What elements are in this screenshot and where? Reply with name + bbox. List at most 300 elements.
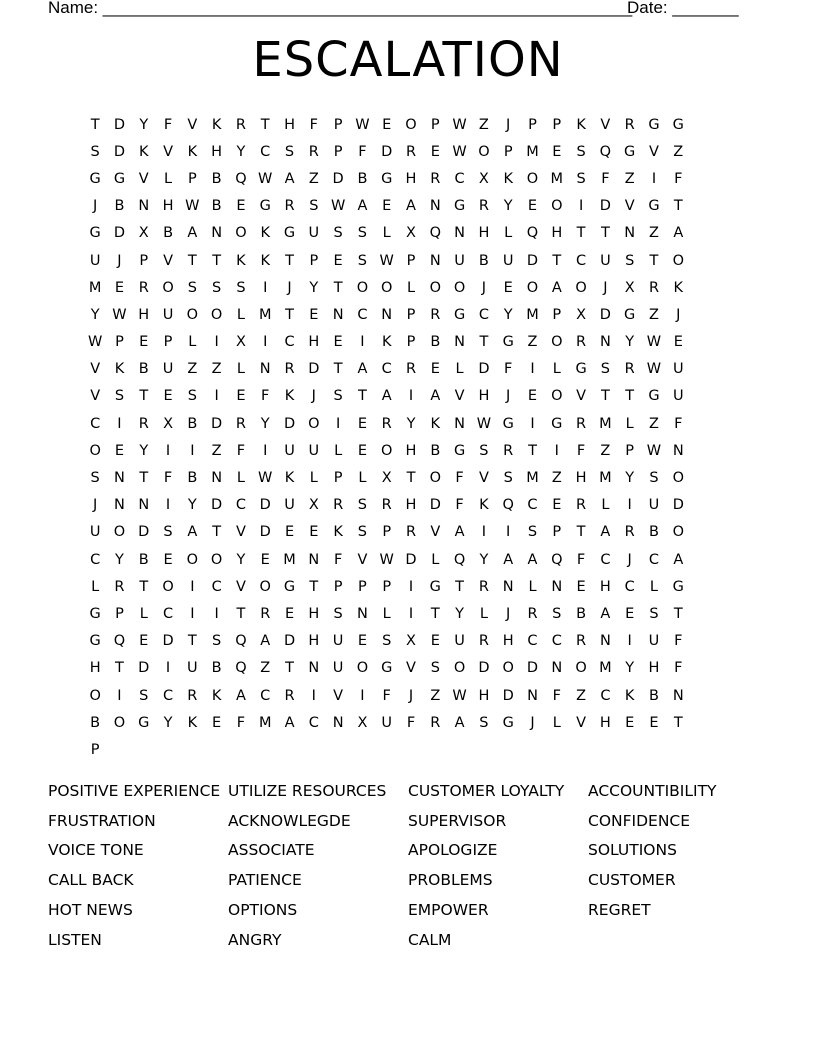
grid-letter: E <box>284 605 295 622</box>
grid-letter: T <box>528 442 537 459</box>
grid-letter: K <box>673 279 684 296</box>
grid-letter: F <box>406 714 416 731</box>
grid-letter: Y <box>260 415 270 432</box>
word-list-item: LISTEN <box>48 930 102 949</box>
grid-letter: H <box>138 306 150 323</box>
grid-letter: R <box>478 198 489 215</box>
grid-letter: L <box>601 497 610 514</box>
grid-letter: R <box>235 116 246 133</box>
grid-letter: R <box>527 605 538 622</box>
grid-letter: E <box>163 551 173 568</box>
grid-letter: Y <box>479 551 489 568</box>
grid-letter: R <box>478 578 489 595</box>
grid-letter: W <box>258 470 273 487</box>
grid-letter: H <box>502 633 514 650</box>
grid-letter: U <box>332 633 344 650</box>
grid-letter: S <box>333 225 343 242</box>
grid-letter: X <box>576 306 587 323</box>
grid-letter: O <box>405 116 417 133</box>
grid-letter: P <box>115 334 124 351</box>
grid-letter: E <box>357 415 367 432</box>
grid-letter: A <box>381 388 392 405</box>
grid-letter: G <box>113 170 126 187</box>
grid-letter: O <box>551 334 563 351</box>
grid-letter: W <box>646 334 662 351</box>
grid-letter: W <box>476 415 492 432</box>
grid-letter: T <box>260 116 270 133</box>
grid-letter: C <box>600 687 611 704</box>
grid-letter: I <box>190 578 195 595</box>
grid-letter: Q <box>551 551 563 568</box>
grid-letter: L <box>139 605 148 622</box>
grid-letter: E <box>212 714 222 731</box>
grid-letter: W <box>379 252 394 269</box>
grid-letter: S <box>600 361 610 378</box>
grid-letter: B <box>211 198 222 215</box>
grid-letter: L <box>552 361 561 378</box>
grid-letter: W <box>452 116 467 133</box>
grid-letter: H <box>405 442 417 459</box>
grid-letter: M <box>599 415 612 432</box>
grid-letter: A <box>357 198 368 215</box>
grid-letter: E <box>382 116 392 133</box>
grid-letter: V <box>163 143 173 160</box>
grid-letter: I <box>578 198 584 215</box>
grid-letter: J <box>676 306 681 323</box>
grid-letter: N <box>624 225 636 242</box>
grid-letter: E <box>625 605 635 622</box>
grid-letter: R <box>503 442 514 459</box>
grid-letter: O <box>381 442 393 459</box>
grid-letter: S <box>284 143 295 160</box>
grid-letter: D <box>308 361 320 378</box>
grid-letter: X <box>163 415 173 432</box>
grid-letter: H <box>308 334 320 351</box>
grid-letter: Q <box>429 225 442 242</box>
grid-letter: P <box>358 578 367 595</box>
grid-letter: D <box>113 116 126 133</box>
grid-letter: D <box>478 660 490 677</box>
grid-letter: I <box>165 497 171 514</box>
grid-letter: J <box>530 714 535 731</box>
grid-letter: V <box>163 252 173 269</box>
grid-letter: F <box>455 497 464 514</box>
grid-letter: I <box>117 687 122 704</box>
grid-letter: G <box>429 578 441 595</box>
grid-letter: H <box>551 225 563 242</box>
grid-letter: P <box>430 116 440 133</box>
grid-letter: G <box>283 578 296 595</box>
grid-letter: H <box>648 660 660 677</box>
grid-letter: D <box>381 143 393 160</box>
grid-letter: Y <box>503 198 513 215</box>
word-list-item: SOLUTIONS <box>588 841 677 860</box>
grid-letter: S <box>163 524 173 541</box>
grid-letter: Y <box>503 306 513 323</box>
grid-letter: G <box>648 116 660 133</box>
grid-letter: N <box>454 225 466 242</box>
grid-letter: G <box>624 306 636 323</box>
grid-letter: T <box>187 252 197 269</box>
grid-letter: C <box>454 170 465 187</box>
grid-letter: K <box>503 170 513 187</box>
grid-letter: G <box>89 605 101 622</box>
grid-letter: O <box>429 470 442 487</box>
word-list-item: ASSOCIATE <box>228 841 315 860</box>
grid-letter: P <box>309 252 319 269</box>
grid-letter: H <box>478 687 490 704</box>
grid-letter: N <box>429 198 441 215</box>
grid-letter: D <box>259 524 271 541</box>
grid-letter: S <box>649 470 659 487</box>
grid-letter: G <box>648 388 660 405</box>
grid-letter: N <box>114 470 125 487</box>
grid-letter: L <box>528 578 537 595</box>
grid-letter: U <box>284 497 295 514</box>
word-list-item: CONFIDENCE <box>588 811 691 830</box>
grid-letter: I <box>360 334 365 351</box>
grid-letter: M <box>526 306 539 323</box>
grid-letter: K <box>333 524 343 541</box>
grid-letter: B <box>649 687 659 704</box>
grid-letter: R <box>624 524 635 541</box>
grid-letter: V <box>406 660 416 677</box>
grid-letter: S <box>187 279 197 296</box>
grid-letter: I <box>165 660 171 677</box>
page-title: ESCALATION <box>252 32 564 88</box>
grid-letter: T <box>625 388 635 405</box>
grid-letter: Z <box>551 470 562 487</box>
grid-letter: T <box>649 252 659 269</box>
grid-letter: R <box>187 687 198 704</box>
grid-letter: O <box>526 170 539 187</box>
grid-letter: P <box>552 306 562 323</box>
grid-letter: A <box>235 687 246 704</box>
grid-letter: E <box>357 442 367 459</box>
grid-letter: E <box>430 143 440 160</box>
grid-letter: M <box>526 470 539 487</box>
grid-letter: Y <box>625 660 635 677</box>
grid-letter: Q <box>453 551 466 568</box>
grid-letter: E <box>139 633 149 650</box>
grid-letter: A <box>284 170 295 187</box>
grid-letter: J <box>506 605 511 622</box>
grid-letter: X <box>308 497 319 514</box>
grid-letter: E <box>114 442 125 459</box>
grid-letter: L <box>649 578 659 595</box>
grid-letter: Z <box>649 225 659 242</box>
grid-letter: E <box>649 714 659 731</box>
grid-letter: U <box>308 225 320 242</box>
grid-letter: G <box>381 170 393 187</box>
grid-letter: E <box>552 143 562 160</box>
grid-letter: I <box>627 497 632 514</box>
grid-letter: F <box>674 633 683 650</box>
grid-letter: H <box>599 578 611 595</box>
grid-letter: S <box>479 714 489 731</box>
grid-letter: C <box>162 687 174 704</box>
grid-letter: G <box>381 660 393 677</box>
word-list-item: CUSTOMER <box>588 871 676 890</box>
grid-letter: R <box>284 687 295 704</box>
grid-letter: R <box>430 306 441 323</box>
grid-letter: A <box>600 524 611 541</box>
grid-letter: G <box>453 198 466 215</box>
grid-letter: P <box>139 252 149 269</box>
grid-letter: H <box>405 170 417 187</box>
grid-letter: N <box>211 225 223 242</box>
word-list-item: CALL BACK <box>48 871 134 890</box>
word-list-item: APOLOGIZE <box>408 841 498 860</box>
grid-letter: S <box>625 252 635 269</box>
grid-letter: J <box>408 687 414 704</box>
grid-letter: U <box>502 252 514 269</box>
grid-letter: C <box>235 497 246 514</box>
grid-letter: P <box>625 442 635 459</box>
grid-letter: P <box>333 143 343 160</box>
grid-letter: E <box>527 388 538 405</box>
grid-letter: O <box>89 442 101 459</box>
grid-letter: V <box>478 470 489 487</box>
grid-letter: Y <box>139 116 149 133</box>
grid-letter: M <box>258 714 272 731</box>
letter-grid <box>83 111 690 764</box>
grid-letter: V <box>187 116 198 133</box>
grid-letter: T <box>600 225 610 242</box>
grid-letter: Q <box>502 497 514 514</box>
grid-letter: R <box>430 714 441 731</box>
grid-letter: T <box>309 578 319 595</box>
grid-letter: N <box>138 198 150 215</box>
grid-letter: Q <box>235 170 247 187</box>
grid-letter: L <box>358 470 367 487</box>
grid-letter: S <box>187 388 197 405</box>
grid-letter: C <box>478 306 489 323</box>
grid-letter: A <box>187 524 198 541</box>
grid-letter: W <box>330 198 346 215</box>
grid-letter: U <box>454 633 465 650</box>
grid-letter: G <box>502 714 514 731</box>
grid-letter: P <box>382 524 392 541</box>
grid-letter: R <box>576 633 587 650</box>
grid-letter: R <box>648 279 660 296</box>
grid-letter: S <box>212 279 222 296</box>
grid-letter: O <box>672 524 684 541</box>
grid-letter: K <box>624 687 635 704</box>
grid-letter: L <box>91 578 100 595</box>
grid-letter: F <box>674 415 683 432</box>
grid-letter: G <box>648 198 660 215</box>
grid-letter: L <box>334 442 343 459</box>
grid-letter: S <box>503 470 513 487</box>
grid-letter: G <box>672 578 684 595</box>
grid-letter: W <box>112 306 127 323</box>
grid-letter: P <box>163 334 173 351</box>
grid-letter: X <box>357 714 368 731</box>
grid-letter: K <box>114 361 125 378</box>
grid-letter: V <box>235 524 246 541</box>
grid-letter: Y <box>163 714 173 731</box>
grid-letter: I <box>360 687 365 704</box>
word-list-item: SUPERVISOR <box>408 811 507 830</box>
grid-letter: F <box>382 687 391 704</box>
grid-letter: G <box>575 361 587 378</box>
grid-letter: H <box>599 714 611 731</box>
grid-letter: P <box>90 741 100 758</box>
grid-letter: W <box>185 198 200 215</box>
grid-letter: S <box>236 279 246 296</box>
grid-letter: R <box>405 143 417 160</box>
grid-letter: R <box>478 633 489 650</box>
grid-letter: K <box>187 143 198 160</box>
grid-letter: P <box>552 116 562 133</box>
grid-letter: Y <box>139 442 149 459</box>
grid-letter: Q <box>113 633 126 650</box>
grid-letter: V <box>576 388 587 405</box>
grid-letter: O <box>235 225 247 242</box>
grid-letter: U <box>381 714 393 731</box>
grid-letter: P <box>187 170 197 187</box>
grid-letter: N <box>429 252 441 269</box>
grid-letter: C <box>600 551 611 568</box>
grid-letter: E <box>430 361 440 378</box>
grid-letter: D <box>259 497 271 514</box>
grid-letter: J <box>481 279 487 296</box>
grid-letter: I <box>190 605 195 622</box>
grid-letter: E <box>236 388 246 405</box>
grid-letter: V <box>90 361 101 378</box>
grid-letter: G <box>453 442 466 459</box>
grid-letter: S <box>333 605 343 622</box>
grid-letter: O <box>210 306 223 323</box>
grid-letter: X <box>478 170 489 187</box>
grid-letter: N <box>332 714 344 731</box>
grid-letter: E <box>357 633 367 650</box>
grid-letter: R <box>405 361 417 378</box>
grid-letter: K <box>576 116 586 133</box>
grid-letter: U <box>600 252 611 269</box>
word-list-item: REGRET <box>588 901 651 920</box>
grid-letter: I <box>190 442 195 459</box>
grid-letter: R <box>284 361 295 378</box>
grid-letter: U <box>672 388 684 405</box>
grid-letter: L <box>382 605 391 622</box>
grid-letter: S <box>357 252 368 269</box>
word-list-item: CALM <box>408 930 452 949</box>
grid-letter: K <box>211 116 222 133</box>
grid-letter: Y <box>625 470 635 487</box>
grid-letter: O <box>210 551 223 568</box>
grid-letter: S <box>527 524 538 541</box>
grid-letter: D <box>672 497 684 514</box>
grid-letter: V <box>138 170 149 187</box>
grid-letter: F <box>576 442 586 459</box>
grid-letter: V <box>649 143 659 160</box>
grid-letter: Z <box>211 442 222 459</box>
grid-letter: D <box>211 415 223 432</box>
grid-letter: E <box>260 551 270 568</box>
grid-letter: I <box>627 633 632 650</box>
grid-letter: I <box>214 605 219 622</box>
grid-letter: P <box>333 116 343 133</box>
grid-letter: P <box>333 578 343 595</box>
word-list-item: ANGRY <box>228 930 282 949</box>
grid-letter: R <box>576 415 587 432</box>
grid-letter: P <box>382 578 392 595</box>
grid-letter: Q <box>235 633 247 650</box>
grid-letter: B <box>357 170 368 187</box>
grid-letter: Y <box>236 551 246 568</box>
grid-letter: Y <box>236 143 246 160</box>
grid-letter: P <box>333 470 343 487</box>
grid-letter: F <box>576 551 586 568</box>
grid-letter: O <box>502 660 514 677</box>
grid-letter: I <box>408 605 414 622</box>
grid-letter: E <box>309 306 319 323</box>
grid-letter: U <box>648 633 660 650</box>
grid-letter: E <box>552 497 562 514</box>
grid-letter: K <box>430 415 441 432</box>
grid-letter: T <box>576 225 586 242</box>
grid-letter: W <box>87 334 103 351</box>
grid-letter: J <box>627 551 632 568</box>
word-list-item: HOT NEWS <box>48 901 133 920</box>
grid-letter: D <box>405 551 417 568</box>
grid-letter: I <box>214 334 219 351</box>
grid-letter: C <box>381 361 392 378</box>
grid-letter: C <box>162 605 174 622</box>
grid-letter: F <box>601 170 610 187</box>
grid-letter: A <box>430 388 441 405</box>
grid-letter: O <box>672 470 684 487</box>
grid-letter: L <box>504 225 513 242</box>
grid-letter: K <box>284 388 295 405</box>
grid-letter: W <box>355 116 370 133</box>
grid-letter: R <box>624 361 635 378</box>
grid-letter: Y <box>115 551 124 568</box>
grid-letter: A <box>503 551 514 568</box>
grid-letter: R <box>381 497 392 514</box>
grid-letter: D <box>211 497 223 514</box>
grid-letter: T <box>455 578 465 595</box>
grid-letter: S <box>139 687 149 704</box>
grid-letter: V <box>600 116 611 133</box>
grid-letter: O <box>356 279 369 296</box>
grid-letter: Y <box>625 334 635 351</box>
grid-letter: B <box>187 470 198 487</box>
grid-letter: D <box>429 497 441 514</box>
grid-letter: O <box>308 415 320 432</box>
grid-letter: P <box>528 116 537 133</box>
grid-letter: M <box>599 470 612 487</box>
grid-letter: T <box>139 388 149 405</box>
grid-letter: Q <box>526 225 539 242</box>
grid-letter: N <box>551 578 563 595</box>
grid-letter: Z <box>624 170 635 187</box>
grid-letter: C <box>576 252 587 269</box>
grid-letter: R <box>333 497 344 514</box>
grid-letter: I <box>554 442 559 459</box>
grid-letter: F <box>261 388 270 405</box>
grid-letter: W <box>646 361 662 378</box>
grid-letter: L <box>309 470 318 487</box>
grid-letter: U <box>648 497 660 514</box>
grid-letter: C <box>90 415 101 432</box>
grid-letter: T <box>139 470 149 487</box>
grid-letter: R <box>284 198 295 215</box>
grid-letter: X <box>138 225 149 242</box>
grid-letter: Y <box>406 415 416 432</box>
